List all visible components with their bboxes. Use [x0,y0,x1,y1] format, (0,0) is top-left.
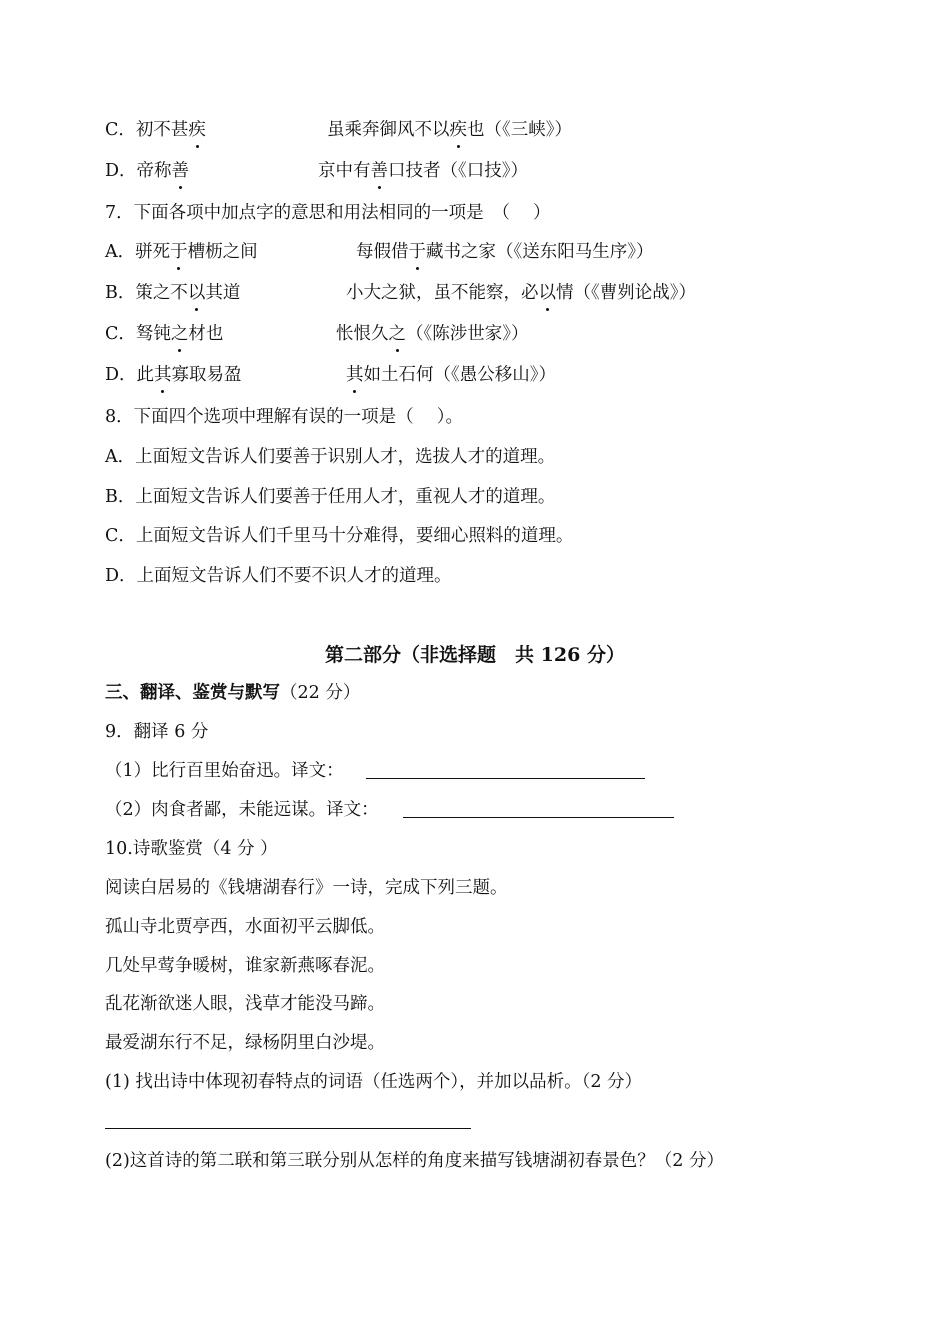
q7-option-c: C．驽钝之材也 怅恨久之（《陈涉世家》） [105,324,529,344]
q10-sub-question-1: (1) 找出诗中体现初春特点的词语（任选两个），并加以品析。（2 分） [105,1072,643,1092]
poem-line: 孤山寺北贾亭西，水面初平云脚低。 [105,917,385,937]
q10-sub-question-2: (2)这首诗的第二联和第三联分别从怎样的角度来描写钱塘湖初春景色？（2 分） [105,1151,724,1171]
q6-option-c: C．初不甚疾 虽乘奔御风不以疾也（《三峡》） [105,120,572,140]
section-title-bold: 三、翻译、鉴赏与默写 [105,683,280,703]
dotted-char: 之 [388,324,406,344]
q9-item-1: （1）比行百里始奋迅。译文： [105,761,344,781]
poem-line: 最爱湖东行不足，绿杨阴里白沙堤。 [105,1033,385,1053]
option-label: D． [105,161,137,181]
q10-title: 10.诗歌鉴赏（4 分 ） [105,839,278,859]
part-two-heading: 第二部分（非选择题 共 126 分） [325,644,625,666]
dotted-char: 其 [154,365,172,385]
q7-option-b: B．策之不以其道 小大之狱，虽不能察，必以情（《曹刿论战》） [105,283,696,303]
poem-line: 乱花渐欲迷人眼，浅草才能没马蹄。 [105,994,385,1014]
dotted-char: 于 [408,242,426,262]
q9-item-2: （2）肉食者鄙，未能远谋。译文： [105,800,379,820]
q7-option-d: D．此其寡取易盈 其如土石何（《愚公移山》） [105,365,556,385]
q8-option-a: A．上面短文告诉人们要善于识别人才，选拔人才的道理。 [105,447,556,467]
dotted-char: 其 [346,365,364,385]
option-compare-phrase: 京中有善口技者（《口技》） [318,161,528,181]
dotted-char: 于 [170,242,188,262]
option-compare-phrase: 其如土石何（《愚公移山》） [346,365,556,385]
q9-answer-blank-1[interactable] [366,778,645,779]
dotted-char: 疾 [188,120,206,140]
option-compare-phrase: 小大之狱，虽不能察，必以情（《曹刿论战》） [346,283,696,303]
q10-intro: 阅读白居易的《钱塘湖春行》一诗，完成下列三题。 [105,878,508,898]
option-compare-phrase: 怅恨久之（《陈涉世家》） [336,324,529,344]
q7-option-a: A．骈死于槽枥之间 每假借于藏书之家（《送东阳马生序》） [105,242,654,262]
q8-option-c: C．上面短文告诉人们千里马十分难得，要细心照料的道理。 [105,526,574,546]
option-label: C． [105,120,136,140]
dotted-char: 以 [538,283,556,303]
dotted-char: 善 [370,161,388,181]
q8-option-b: B．上面短文告诉人们要善于任用人才，重视人才的道理。 [105,487,556,507]
q9-answer-blank-2[interactable] [403,817,674,818]
option-compare-phrase: 虽乘奔御风不以疾也（《三峡》） [327,120,572,140]
section-score: （22 分） [280,683,361,703]
q7-stem: 7．下面各项中加点字的意思和用法相同的一项是 （ ） [105,203,551,223]
option-compare-phrase: 每假借于藏书之家（《送东阳马生序》） [356,242,654,262]
dotted-char: 以 [187,283,206,303]
q8-stem: 8．下面四个选项中理解有误的一项是（ ）。 [105,407,463,427]
q8-option-d: D．上面短文告诉人们不要不识人才的道理。 [105,566,452,586]
dotted-char: 疾 [449,120,467,140]
dotted-char: 之 [170,324,189,344]
poem-line: 几处早莺争暖树，谁家新燕啄春泥。 [105,956,385,976]
q10-answer-blank-1[interactable] [105,1128,471,1129]
q9-title: 9．翻译 6 分 [105,722,209,742]
section-three-title [105,681,360,705]
dotted-char: 善 [171,161,190,181]
q6-option-d: D．帝称善 京中有善口技者（《口技》） [105,161,528,181]
